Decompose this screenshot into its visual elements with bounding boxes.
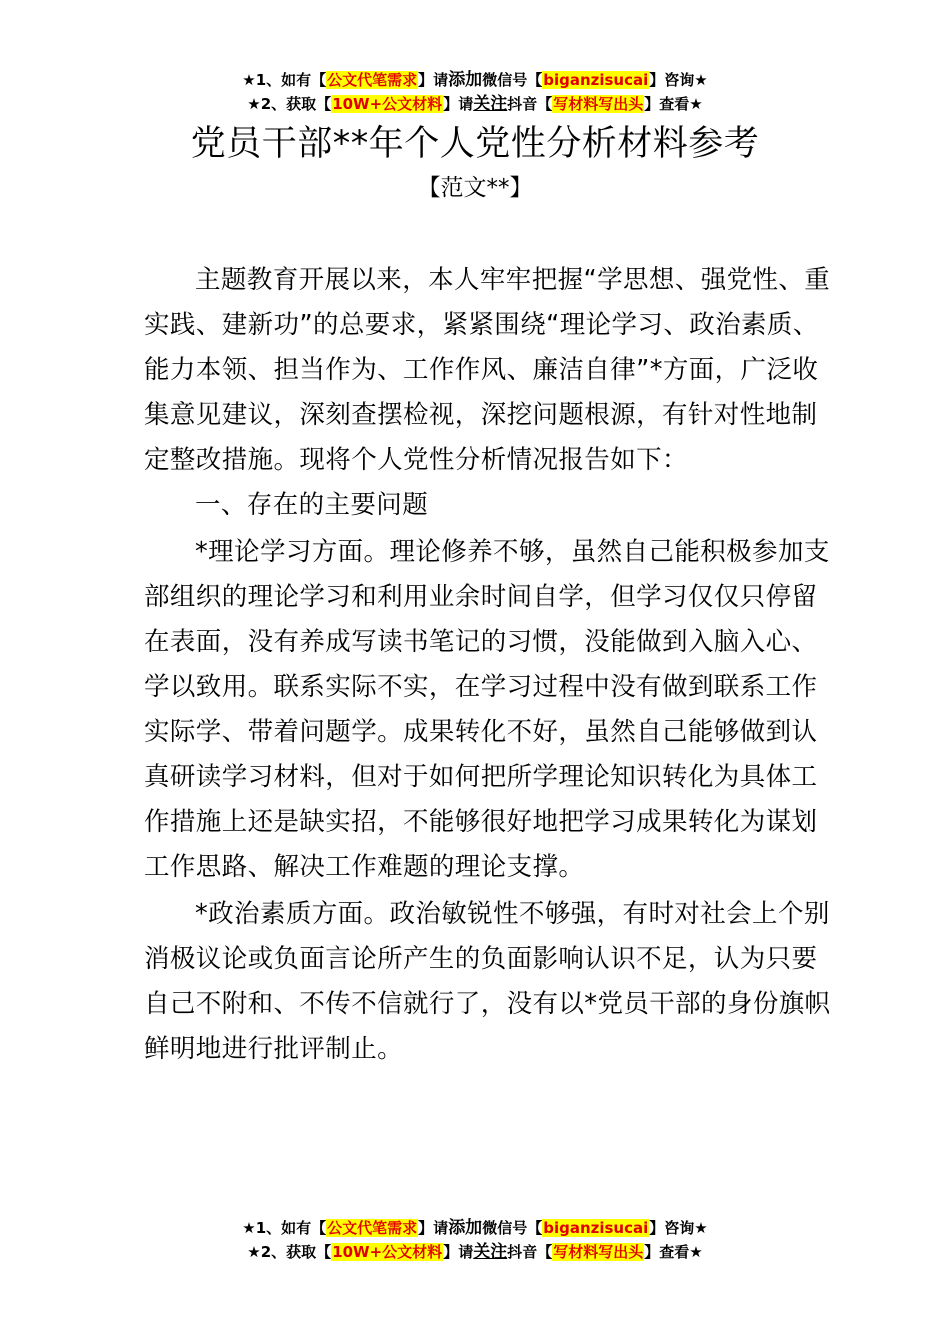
banner-text: 】咨询★ (649, 1219, 708, 1237)
banner-highlight-wechat: biganzisucai (543, 71, 649, 89)
banner-line-1 (0, 1216, 950, 1240)
document-title: 党员干部**年个人党性分析材料参考 (190, 124, 760, 164)
banner-text: 】查看★ (644, 1243, 703, 1261)
banner-highlight-service: 公文代笔需求 (327, 71, 418, 89)
banner-text: ★1、如有【 (242, 1219, 327, 1237)
banner-emphasis: 关注 (473, 94, 508, 114)
banner-emphasis: 添加 (448, 1218, 483, 1238)
banner-line-1 (0, 68, 950, 92)
banner-text: 】请 (418, 1219, 449, 1237)
banner-text: 微信号【 (482, 1219, 543, 1237)
banner-text: ★2、获取【 (247, 95, 332, 113)
banner-line-2 (0, 92, 950, 116)
document-subtitle: 【范文**】 (417, 175, 533, 201)
footer-banner (0, 1216, 950, 1264)
banner-text: 抖音【 (507, 95, 553, 113)
banner-highlight-materials: 10W+公文材料 (332, 1243, 443, 1261)
section-heading: 一、存在的主要问题 (195, 490, 429, 520)
paragraph-theory-study: *理论学习方面。理论修养不够，虽然自己能积极参加支部组织的理论学习和利用业余时间自学，但学习仅仅只停留在表面，没有养成写读书笔记的习惯，没能做到入脑入心、学以致用。联系实际不实，在学习过程中没有做到联系工作实际学、带着问题学。成果转化不好，虽然自己能够做到认真研读学习材料，但对于如何把所学理论知识转化为具体工作措施上还是缺实招，不能够很好地把学习成果转化为谋划工作思路、解决工作难题的理论支撑。 (144, 537, 830, 882)
banner-text: 】查看★ (644, 95, 703, 113)
banner-text: 】请 (443, 95, 474, 113)
document-body (144, 258, 834, 1072)
banner-highlight-service: 公文代笔需求 (327, 1219, 418, 1237)
banner-text: 抖音【 (507, 1243, 553, 1261)
banner-highlight-wechat: biganzisucai (543, 1219, 649, 1237)
banner-text: 】咨询★ (649, 71, 708, 89)
banner-line-2 (0, 1240, 950, 1264)
banner-highlight-douyin: 写材料写出头 (553, 1243, 644, 1261)
banner-text: 微信号【 (482, 71, 543, 89)
banner-highlight-douyin: 写材料写出头 (553, 95, 644, 113)
banner-highlight-materials: 10W+公文材料 (332, 95, 443, 113)
banner-emphasis: 添加 (448, 70, 483, 90)
paragraph-political-quality: *政治素质方面。政治敏锐性不够强，有时对社会上个别消极议论或负面言论所产生的负面影响认识不足，认为只要自己不附和、不传不信就行了，没有以*党员干部的身份旗帜鲜明地进行批评制止。 (144, 899, 831, 1064)
banner-text: ★2、获取【 (247, 1243, 332, 1261)
paragraph-intro: 主题教育开展以来，本人牢牢把握“学思想、强党性、重实践、建新功”的总要求，紧紧围绕“理论学习、政治素质、能力本领、担当作为、工作作风、廉洁自律”*方面，广泛收集意见建议，深刻查摆检视，深挖问题根源，有针对性地制定整改措施。现将个人党性分析情况报告如下： (144, 265, 831, 475)
banner-text: 】请 (443, 1243, 474, 1261)
banner-text: 】请 (418, 71, 449, 89)
header-banner (0, 68, 950, 116)
banner-emphasis: 关注 (473, 1242, 508, 1262)
banner-text: ★1、如有【 (242, 71, 327, 89)
